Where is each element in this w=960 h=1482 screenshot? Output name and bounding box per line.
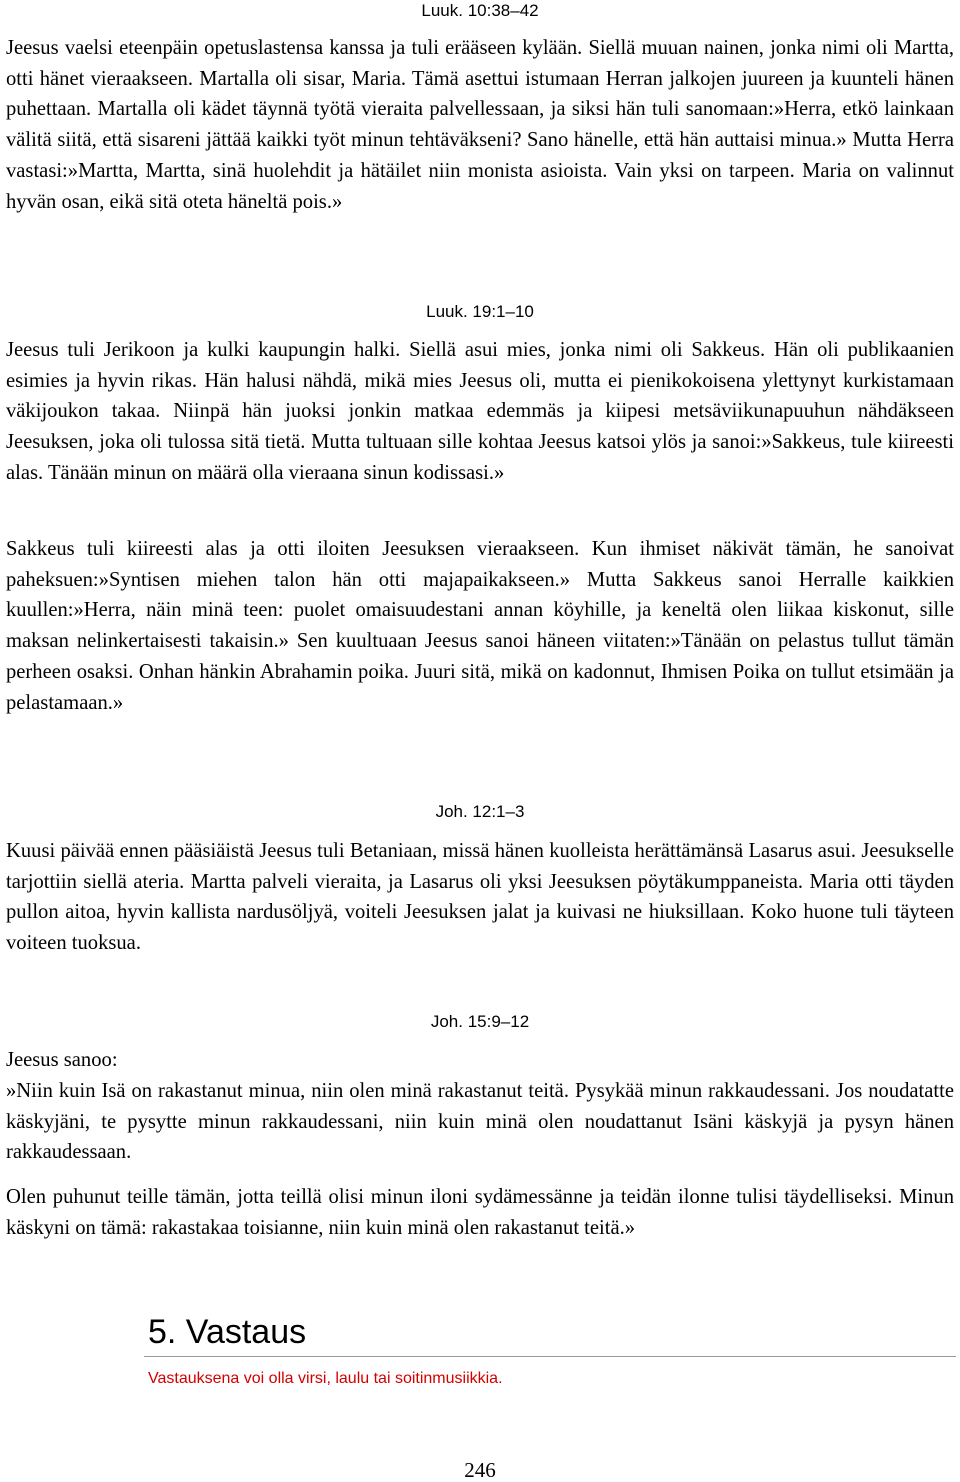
scripture-paragraph: Sakkeus tuli kiireesti alas ja otti iloiten Jeesuksen vieraakseen. Kun ihmiset näkivät tämän, he sanoivat paheksuen:»Syntisen miehen talon hän otti majapaikakseen.» Mutta Sakkeus sanoi Herralle kaikkien kuullen:»Herra, näin minä teen: puolet omaisuudestani annan köyhille, ja keneltä olen liikaa kiskonut, sille maksan nelinkertaisesti takaisin.» Sen kuultuaan Jeesus sanoi häneen viitaten:»Tänään on pelastus tullut tämän perheen osaksi. Onhan hänkin Abrahamin poika. Juuri sitä, mikä on kadonnut, Ihmisen Poika on tullut etsimään ja pelastamaan.»	[6, 538, 954, 714]
answer-note: Vastauksena voi olla virsi, laulu tai soitinmusiikkia.	[148, 1370, 503, 1387]
scripture-paragraph: Jeesus vaelsi eteenpäin opetuslastensa kanssa ja tuli erääseen kylään. Siellä muuan nainen, jonka nimi oli Martta, otti hänet vieraakseen. Martalla oli sisar, Maria. Tämä asettui istumaan Herran jalkojen juureen ja kuunteli hänen puhettaan. Martalla oli kädet täynnä työtä vieraita palvellessaan, ja siksi hän tuli sanomaan:»Herra, etkö lainkaan välitä siitä, että sisareni jättää kaikki työt minun tehtäväkseni? Sano hänelle, että hän auttaisi minua.» Mutta Herra vastasi:»Martta, Martta, sinä huolehdit ja hätäilet niin monista asioista. Vain yksi on tarpeen. Maria on valinnut hyvän osan, eikä sitä oteta häneltä pois.»	[6, 37, 954, 213]
scripture-intro: Jeesus sanoo:	[6, 1049, 118, 1071]
scripture-paragraph: »Niin kuin Isä on rakastanut minua, niin olen minä rakastanut teitä. Pysykää minun rakkaudessani. Jos noudatatte käskyjäni, te pysytte minun rakkaudessani, niin kuin minä olen noudattanut Isäni käskyjä ja pysyn hänen rakkaudessaan.	[6, 1080, 954, 1164]
section-heading: 5. Vastaus	[148, 1313, 307, 1351]
scripture-reference: Joh. 12:1–3	[435, 802, 525, 821]
page-number: 246	[464, 1458, 496, 1482]
scripture-reference: Luuk. 10:38–42	[421, 1, 539, 20]
heading-divider	[144, 1356, 956, 1357]
scripture-paragraph: Kuusi päivää ennen pääsiäistä Jeesus tuli Betaniaan, missä hänen kuolleista herättämänsä Lasarus asui. Jeesukselle tarjottiin siellä ateria. Martta palveli vieraita, ja Lasarus oli yksi Jeesuksen pöytäkumppaneista. Maria otti täyden pullon aitoa, hyvin kallista nardusöljyä, voiteli Jeesuksen jalat ja kuivasi ne hiuksillaan. Koko huone tuli täyteen voiteen tuoksua.	[6, 840, 954, 955]
scripture-reference: Joh. 15:9–12	[430, 1012, 530, 1031]
scripture-reference: Luuk. 19:1–10	[426, 302, 534, 321]
scripture-paragraph: Olen puhunut teille tämän, jotta teillä olisi minun iloni sydämessänne ja teidän ilonne tulisi täydelliseksi. Minun käskyni on tämä: rakastakaa toisianne, niin kuin minä olen rakastanut teitä.»	[6, 1186, 954, 1239]
scripture-paragraph: Jeesus tuli Jerikoon ja kulki kaupungin halki. Siellä asui mies, jonka nimi oli Sakkeus. Hän oli publikaanien esimies ja hyvin rikas. Hän halusi nähdä, mikä mies Jeesus oli, mutta ei pienikokoisena ylettynyt kurkistamaan väkijoukon takaa. Niinpä hän juoksi jonkin matkaa edemmäs ja kiipesi metsäviikunapuuhun nähdäkseen Jeesuksen, joka oli tulossa sitä tietä. Mutta tultuaan sille kohtaa Jeesus katsoi ylös ja sanoi:»Sakkeus, tule kiireesti alas. Tänään minun on määrä olla vieraana sinun kodissasi.»	[6, 339, 954, 484]
